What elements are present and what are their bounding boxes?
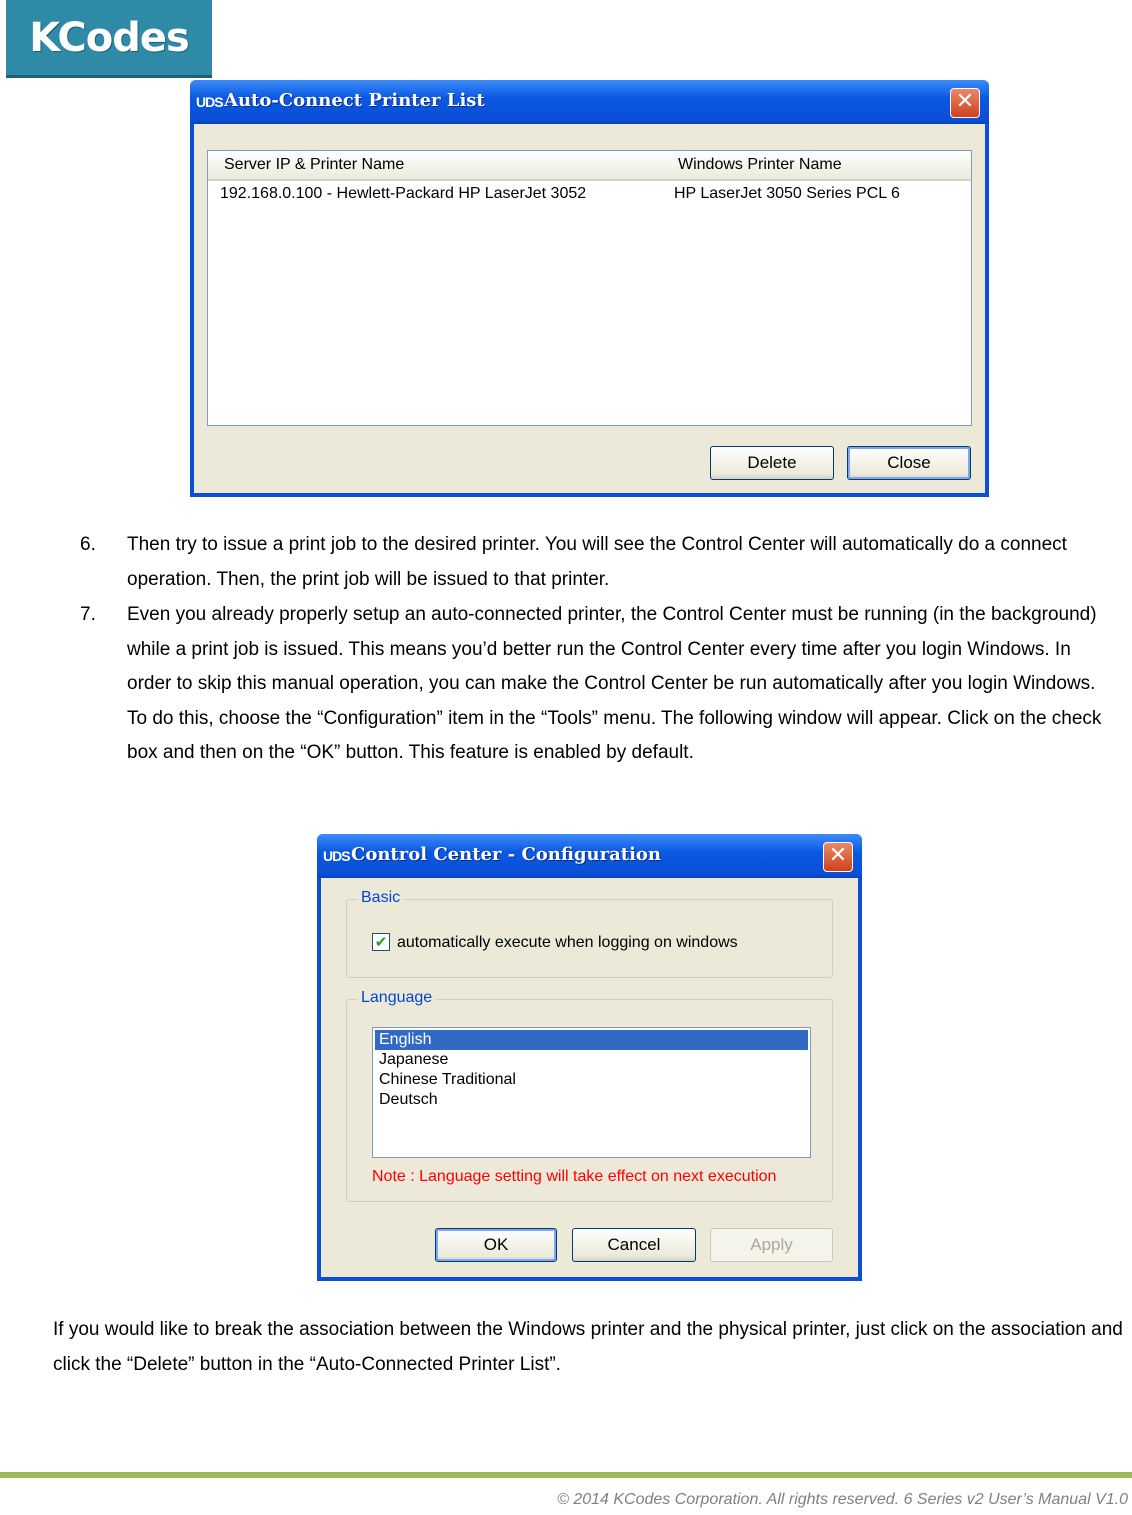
basic-group [346, 889, 833, 978]
language-listbox[interactable] [372, 1027, 811, 1158]
uds-app-icon: UDS [323, 848, 350, 864]
printer-list-window [190, 80, 989, 497]
delete-button[interactable]: Delete [710, 446, 834, 480]
language-group [346, 989, 833, 1202]
step-text: Then try to issue a print job to the desired printer. You will see the Control Center will automatically do a connect operation. Then, the print job will be issued to that printer. [127, 534, 1067, 590]
printer-list-body [194, 124, 985, 493]
printer-list-titlebar[interactable] [190, 80, 989, 124]
row-windows-printer: HP LaserJet 3050 Series PCL 6 [674, 185, 900, 202]
list-item[interactable]: English [375, 1030, 808, 1050]
step-number: 7. [80, 604, 96, 625]
logo-text: KCodes [29, 14, 189, 61]
kcodes-logo [6, 0, 212, 78]
printer-list-view[interactable] [207, 150, 972, 426]
ok-button[interactable]: OK [435, 1228, 557, 1262]
column-server-ip[interactable]: Server IP & Printer Name [224, 156, 405, 173]
step-text: Even you already properly setup an auto-connected printer, the Control Center must be running (in the background) while a print job is issued. This means you’d better run the Control Center every time after you login Windows. In order to skip this manual operation, you can make the Control Center be run automatically after you login Windows. To do this, choose the “Configuration” item in the “Tools” menu. The following window will appear. Click on the check box and then on the “OK” button. This feature is enabled by default. [127, 604, 1102, 763]
close-icon[interactable]: ✕ [823, 842, 853, 872]
close-icon[interactable]: ✕ [950, 88, 980, 118]
printer-list-header [208, 151, 971, 181]
config-title: Control Center - Configuration [351, 844, 662, 865]
auto-execute-checkbox[interactable]: ✔ [372, 933, 390, 951]
column-windows-printer[interactable]: Windows Printer Name [678, 156, 842, 173]
closing-paragraph: If you would like to break the association between the Windows printer and the physical printer, just click on the association and click the “Delete” button in the “Auto-Connected Printer List”. [53, 1319, 1123, 1375]
step-number: 6. [80, 534, 96, 555]
basic-group-label: Basic [357, 889, 404, 907]
language-group-label: Language [357, 989, 436, 1007]
auto-execute-label[interactable]: automatically execute when logging on windows [397, 934, 738, 951]
footer-copyright: © 2014 KCodes Corporation. All rights reserved. 6 Series v2 User’s Manual V1.0 [557, 1491, 1128, 1508]
list-item[interactable]: Deutsch [379, 1091, 438, 1108]
close-button[interactable]: Close [847, 446, 971, 480]
footer-divider [0, 1472, 1132, 1478]
list-item[interactable]: Japanese [379, 1051, 449, 1068]
printer-list-title: Auto-Connect Printer List [224, 90, 485, 111]
apply-button: Apply [710, 1228, 833, 1262]
config-titlebar[interactable] [317, 834, 862, 878]
row-server: 192.168.0.100 - Hewlett-Packard HP LaserJet 3052 [220, 185, 587, 202]
list-item[interactable]: Chinese Traditional [379, 1071, 516, 1088]
config-window [317, 834, 862, 1281]
cancel-button[interactable]: Cancel [572, 1228, 696, 1262]
config-body [321, 878, 858, 1277]
language-note: Note : Language setting will take effect on next execution [372, 1168, 777, 1185]
uds-app-icon: UDS [196, 94, 223, 110]
